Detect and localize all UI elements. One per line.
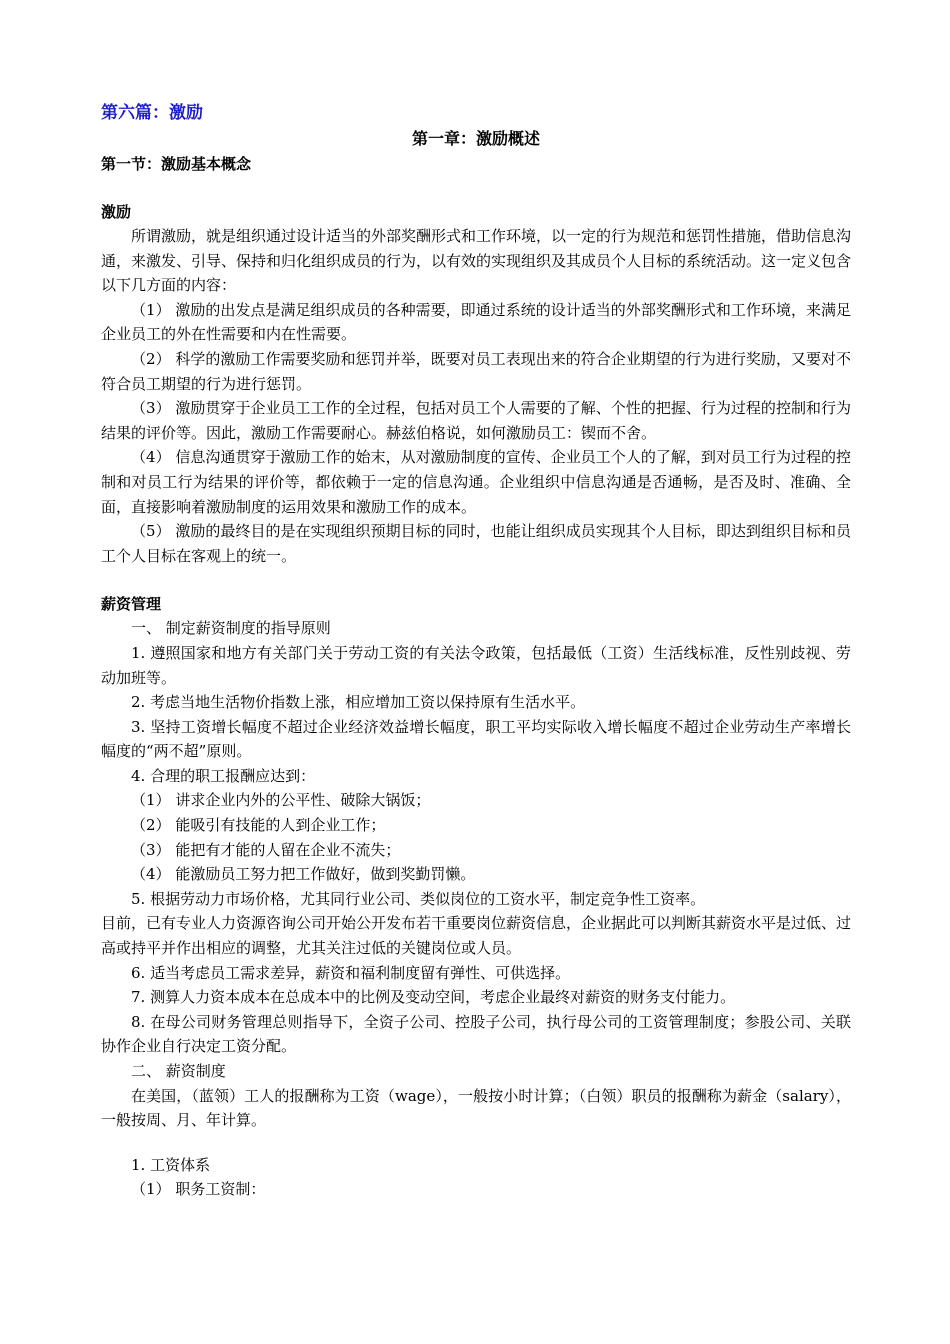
salary-rule-5-note: 目前，已有专业人力资源咨询公司开始公开发布若干重要岗位薪资信息，企业据此可以判断其薪资水平是过低、过高或持平并作出相应的调整，尤其关注过低的关键岗位或人员。 [101,914,852,958]
salary-system-1-item-1 [101,1177,851,1202]
salary-rule-4: 4. 合理的职工报酬应达到： [131,766,316,785]
list-number: （3） [131,840,171,859]
list-number: （2） [131,816,171,835]
list-text: 激励的最终目的是在实现组织预期目标的同时，也能让组织成员实现其个人目标，即达到组织目标和员工个人目标在客观上的统一。 [101,522,851,565]
spacer [101,176,851,200]
list-number: （5） [131,522,171,541]
spacer [101,1133,851,1153]
incentive-point-4 [101,445,851,519]
salary-rule-6: 6. 适当考虑员工需求差异，薪资和福利制度留有弹性、可供选择。 [131,963,571,982]
list-text: 激励贯穿于企业员工工作的全过程，包括对员工个人需要的了解、个性的把握、行为过程的控制和行为结果的评价等。因此，激励工作需要耐心。赫兹伯格说，如何激励员工：锲而不舍。 [101,399,851,442]
salary-rule-2: 2. 考虑当地生活物价指数上涨，相应增加工资以保持原有生活水平。 [131,693,586,712]
incentive-intro: 所谓激励，就是组织通过设计适当的外部奖酬形式和工作环境，以一定的行为规范和惩罚性措施，借助信息沟通，来激发、引导、保持和归化组织成员的行为，以有效的实现组织及其成员个人目标的系统活动。这一定义包含以下几方面的内容： [101,227,852,295]
list-text: 能激励员工努力把工作做好，做到奖勤罚懒。 [175,865,476,884]
list-number: （4） [131,448,171,467]
list-text: 科学的激励工作需要奖励和惩罚并举，既要对员工表现出来的符合企业期望的行为进行奖励，又要对不符合员工期望的行为进行惩罚。 [101,349,851,393]
incentive-point-2 [101,347,851,396]
salary-subheading-1: 一、 制定薪资制度的指导原则 [131,619,331,638]
list-number: （1） [131,791,171,810]
salary-rule-4-item-1 [101,788,851,813]
list-number: （1） [131,1180,171,1199]
salary-rule-1: 1. 遵照国家和地方有关部门关于劳动工资的有关法令政策，包括最低（工资）生活线标准，反性别歧视、劳动加班等。 [101,643,851,687]
salary-rule-4-item-3 [101,838,851,863]
list-text: 讲求企业内外的公平性、破除大锅饭； [175,791,431,810]
list-number: （3） [131,399,171,418]
list-text: 能吸引有技能的人到企业工作； [175,816,386,835]
salary-rule-7: 7. 测算人力资本成本在总成本中的比例及变动空间，考虑企业最终对薪资的财务支付能力。 [131,988,736,1007]
chapter-title: 第一章：激励概述 [411,129,540,148]
salary-rule-5: 5. 根据劳动力市场价格，尤其同行业公司、类似岗位的工资水平，制定竞争性工资率。 [131,889,706,908]
spacer [101,568,851,592]
salary-rule-8: 8. 在母公司财务管理总则指导下，全资子公司、控股子公司，执行母公司的工资管理制度；参股公司、关联协作企业自行决定工资分配。 [101,1012,851,1056]
list-text: 激励的出发点是满足组织成员的各种需要，即通过系统的设计适当的外部奖酬形式和工作环境，来满足企业员工的外在性需要和内在性需要。 [101,300,851,344]
salary-rule-3: 3. 坚持工资增长幅度不超过企业经济效益增长幅度，职工平均实际收入增长幅度不超过企业劳动生产率增长幅度的“两不超”原则。 [101,717,851,761]
salary-rule-4-item-2 [101,813,851,838]
list-text: 能把有才能的人留在企业不流失； [175,840,401,859]
heading-incentive: 激励 [101,203,132,221]
document-page [101,100,851,1202]
list-number: （1） [131,300,171,319]
list-number: （2） [131,349,171,368]
incentive-point-5 [101,519,851,568]
section-title: 第一节：激励基本概念 [101,155,252,173]
salary-subheading-2: 二、 薪资制度 [131,1062,226,1080]
incentive-point-1 [101,298,851,347]
list-text: 职务工资制： [175,1180,266,1199]
salary-system-text: 在美国，（蓝领）工人的报酬称为工资（wage），一般按小时计算；（白领）职员的报酬称为薪金（salary），一般按周、月、年计算。 [101,1086,851,1130]
list-text: 信息沟通贯穿于激励工作的始末，从对激励制度的宣传、企业员工个人的了解，到对员工行为过程的控制和对员工行为结果的评价等，都依赖于一定的信息沟通。企业组织中信息沟通是否通畅，是否及时、准确、全面，直接影响着激励制度的运用效果和激励工作的成本。 [101,448,851,516]
heading-salary: 薪资管理 [101,595,162,614]
salary-system-1: 1. 工资体系 [131,1155,211,1174]
part-title: 第六篇：激励 [101,103,203,123]
incentive-point-3 [101,396,851,445]
list-number: （4） [131,865,171,884]
salary-rule-4-item-4 [101,862,851,887]
